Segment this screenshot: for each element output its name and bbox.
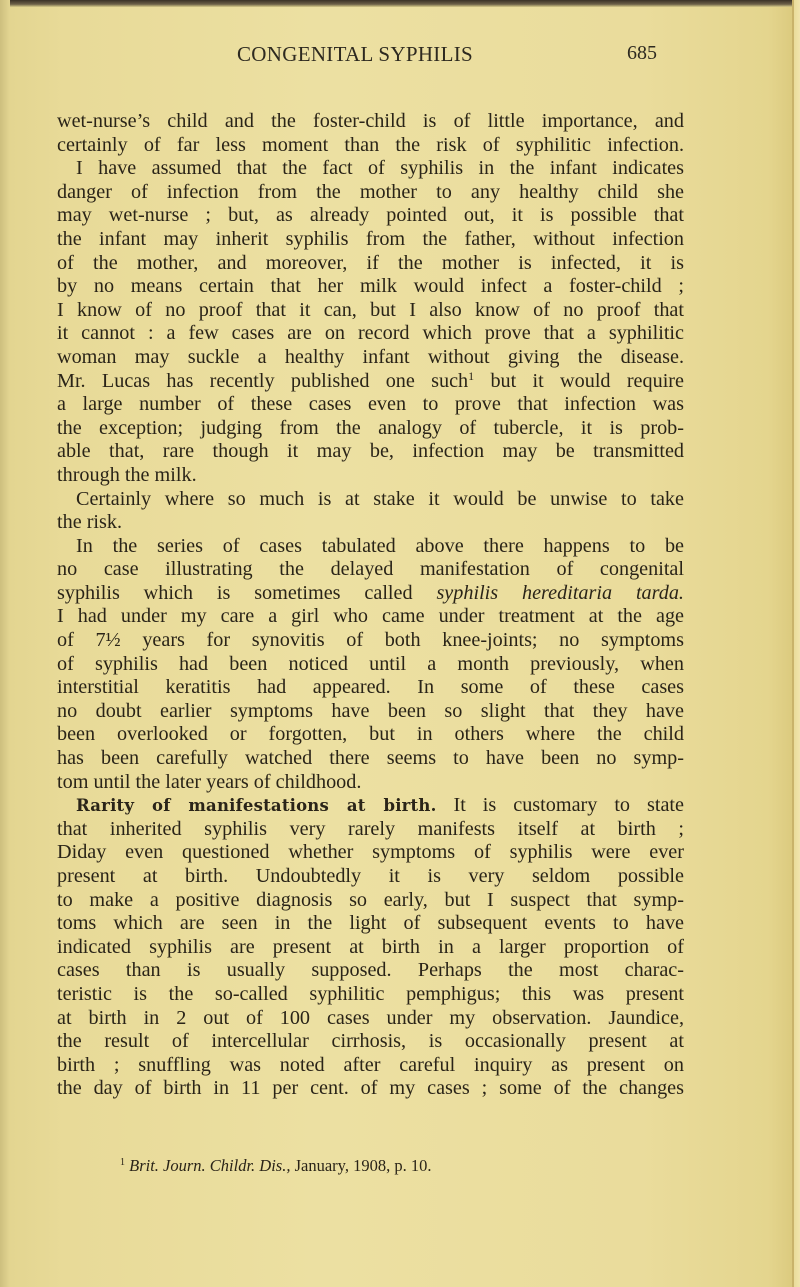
text-line: interstitial keratitis had appeared. In some of these cases [57,676,684,699]
text-line: the exception; judging from the analogy of tubercle, it is prob- [57,416,684,439]
text-line: a large number of these cases even to prove that infection was [57,393,684,416]
text-line: cases than is usually supposed. Perhaps the most charac- [57,959,684,982]
page-header [0,40,800,70]
text-line: toms which are seen in the light of subsequent events to have [57,912,684,935]
text-segment: Mr. Lucas has recently published one such [57,369,469,392]
paragraph-start: Certainly where so much is at stake it would be unwise to take [76,487,684,510]
footnote-citation: January, 1908, p. 10. [290,1156,432,1175]
text-line: I know of no proof that it can, but I also know of no proof that [57,298,684,321]
paragraph-start: I have assumed that the fact of syphilis in the infant indicates [76,157,684,180]
text-line: wet-nurse’s child and the foster-child is of little importance, and [57,110,684,132]
text-line: to make a positive diagnosis so early, but I suspect that symp- [57,888,684,911]
text-line: able that, rare though it may be, infection may be transmitted [57,440,684,463]
page-left-edge [0,0,10,1287]
body-text [57,110,684,1101]
text-line: danger of infection from the mother to any healthy child she [57,180,684,203]
text-segment: It is customary to state [453,794,684,817]
running-head: CONGENITAL SYPHILIS [237,42,473,66]
text-line: may wet-nurse ; but, as already pointed out, it is possible that [57,204,684,227]
text-line: I had under my care a girl who came under treatment at the age [57,605,684,628]
footnote [120,1156,431,1176]
text-line: at birth in 2 out of 100 cases under my observation. Jaundice, [57,1006,684,1029]
text-line: it cannot : a few cases are on record which prove that a syphilitic [57,322,684,345]
text-line: been overlooked or forgotten, but in others where the child [57,723,684,746]
text-line-with-footnote [57,370,684,394]
text-line: by no means certain that her milk would infect a foster-child ; [57,275,684,298]
text-line: the risk. [57,511,123,534]
text-line: Diday even questioned whether symptoms of syphilis were ever [57,841,684,864]
text-line: certainly of far less moment than the risk of syphilitic infection. [57,133,684,156]
text-line: no doubt earlier symptoms have been so slight that they have [57,699,684,722]
text-line: of the mother, and moreover, if the mother is infected, it is [57,251,684,274]
text-line: of 7½ years for synovitis of both knee-joints; no symptoms [57,629,684,652]
text-line: birth ; snuffling was noted after careful inquiry as present on [57,1053,684,1076]
text-line: teristic is the so-called syphilitic pemphigus; this was present [57,982,684,1005]
text-line: the result of intercellular cirrhosis, is occasionally present at [57,1030,684,1053]
page-top-edge [0,0,800,7]
text-line: woman may suckle a healthy infant without giving the disease. [57,345,684,368]
section-start [57,794,684,818]
italic-term: syphilis hereditaria tarda. [436,581,684,604]
footnote-marker: 1 [120,1157,125,1168]
text-line: indicated syphilis are present at birth in a larger proportion of [57,935,684,958]
text-line: tom until the later years of childhood. [57,770,362,793]
text-line: through the milk. [57,463,197,486]
footnote-reference: 1 [468,368,475,383]
text-segment: syphilis which is sometimes called [57,581,413,604]
text-line: present at birth. Undoubtedly it is very seldom possible [57,865,684,887]
text-line: that inherited syphilis very rarely manifests itself at birth ; [57,817,684,840]
text-line: the day of birth in 11 per cent. of my cases ; some of the changes [57,1077,684,1100]
text-line: the infant may inherit syphilis from the father, without infection [57,227,684,250]
text-line: has been carefully watched there seems to have been no symp- [57,747,684,770]
text-line-with-italic [57,582,684,606]
page-number: 685 [627,42,657,64]
section-heading: Rarity of manifestations at birth. [76,796,437,816]
text-segment: but it would require [490,369,684,392]
text-line: of syphilis had been noticed until a month previously, when [57,652,684,675]
text-line: no case illustrating the delayed manifestation of congenital [57,558,684,581]
footnote-source: Brit. Journ. Childr. Dis., [129,1156,291,1175]
page-right-edge [794,0,800,1287]
paragraph-start: In the series of cases tabulated above there happens to be [76,534,684,557]
